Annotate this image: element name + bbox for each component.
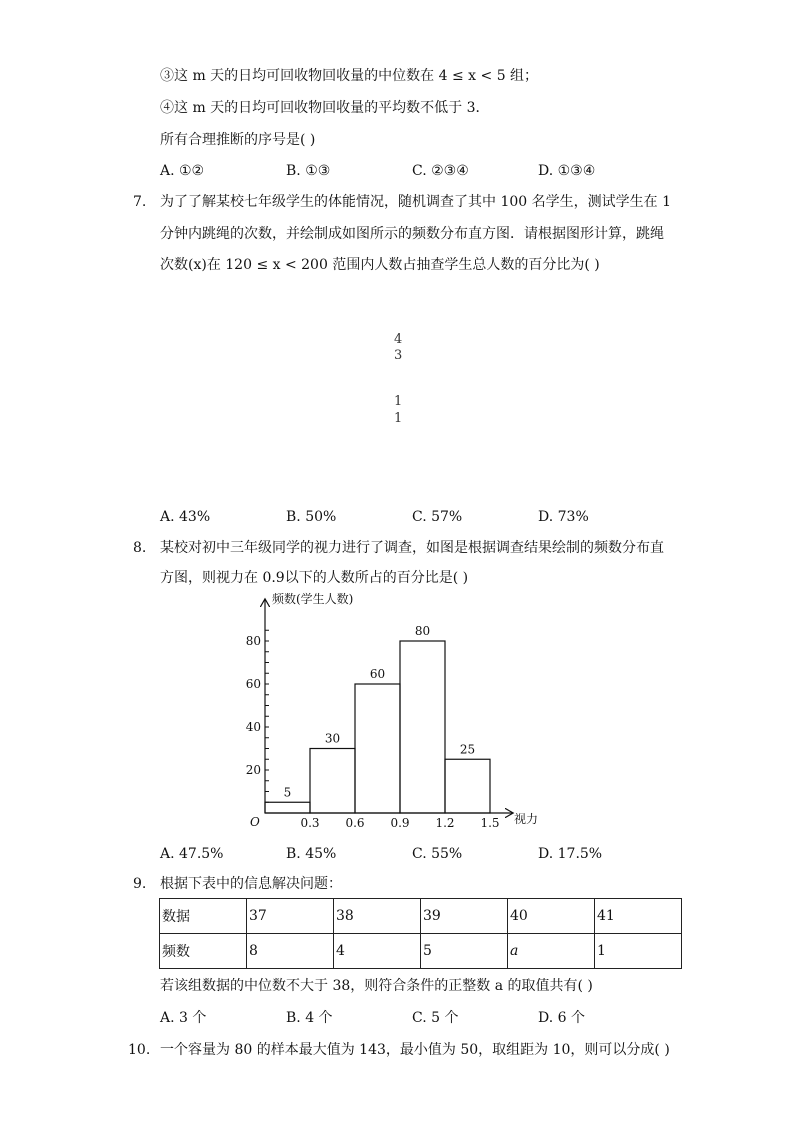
q7-fragment: 1	[394, 394, 403, 409]
q9-option-a[interactable]: A. 3 个	[160, 1010, 207, 1026]
q8-option-d[interactable]: D. 17.5%	[538, 846, 603, 862]
q8-option-a[interactable]: A. 47.5%	[160, 846, 224, 862]
bar-value-label: 80	[414, 624, 431, 638]
x-tick-label: 1.5	[480, 816, 500, 830]
q7-fragment: 1	[394, 411, 403, 426]
x-tick-label: 1.2	[435, 816, 455, 830]
bar-value-label: 25	[459, 742, 476, 757]
q8-line-2: 方图，则视力在 0.9以下的人数所占的百分比是( )	[160, 570, 469, 586]
y-tick-label: 40	[245, 720, 261, 734]
q8-option-b[interactable]: B. 45%	[286, 846, 337, 862]
histogram-bar	[310, 749, 355, 814]
q6-option-d[interactable]: D. ①③④	[538, 163, 596, 179]
q7-option-a[interactable]: A. 43%	[160, 509, 211, 525]
q6-option-b[interactable]: B. ①③	[286, 163, 331, 179]
table-cell: 5	[421, 934, 508, 969]
table-cell: 1	[595, 934, 682, 969]
table-cell: 37	[247, 899, 334, 934]
origin-label: O	[250, 815, 260, 829]
q10-text: 一个容量为 80 的样本最大值为 143，最小值为 50，取组距为 10，则可以分成( )	[160, 1042, 670, 1058]
table-row	[160, 934, 682, 969]
q9-intro: 根据下表中的信息解决问题：	[160, 876, 342, 892]
bar-value-label: 60	[369, 667, 386, 681]
table-cell: 38	[334, 899, 421, 934]
table-cell: 数据	[160, 899, 247, 934]
q10-number: 10.	[128, 1042, 151, 1058]
q7-line-3: 次数(x)在 120 ≤ x < 200 范围内人数占抽查学生总人数的百分比为( )	[160, 257, 600, 273]
q7-option-c[interactable]: C. 57%	[412, 509, 463, 525]
q8-number: 8.	[133, 540, 147, 556]
q7-line-1: 为了了解某校七年级学生的体能情况，随机调查了其中 100 名学生，测试学生在 1	[160, 194, 671, 210]
q7-number: 7.	[133, 194, 147, 210]
x-axis-label: 视力	[514, 812, 539, 826]
y-axis-label: 频数(学生人数)	[272, 592, 354, 606]
q7-fragment: 4	[394, 332, 403, 347]
q9-option-d[interactable]: D. 6 个	[538, 1010, 585, 1026]
x-tick-label: 0.3	[300, 816, 320, 830]
q6-prompt: 所有合理推断的序号是( )	[160, 132, 316, 148]
histogram-bar	[445, 759, 490, 813]
x-tick-label: 0.6	[345, 816, 365, 830]
q9-number: 9.	[133, 876, 147, 892]
y-tick-label: 20	[245, 763, 261, 777]
q7-option-d[interactable]: D. 73%	[538, 509, 589, 525]
q8-line-1: 某校对初中三年级同学的视力进行了调查，如图是根据调查结果绘制的频数分布直	[160, 540, 664, 556]
table-cell: 4	[334, 934, 421, 969]
table-cell: 39	[421, 899, 508, 934]
q9-option-c[interactable]: C. 5 个	[412, 1010, 459, 1026]
q7-option-b[interactable]: B. 50%	[286, 509, 337, 525]
table-cell: 41	[595, 899, 682, 934]
q9-question: 若该组数据的中位数不大于 38，则符合条件的正整数 a 的取值共有( )	[160, 978, 593, 994]
histogram-bar	[265, 802, 310, 813]
q6-option-c[interactable]: C. ②③④	[412, 163, 469, 179]
x-tick-label: 0.9	[390, 816, 410, 830]
table-cell: 频数	[160, 934, 247, 969]
q6-option-a[interactable]: A. ①②	[160, 163, 205, 179]
y-tick-label: 80	[245, 634, 261, 648]
q9-data-table	[159, 898, 682, 969]
y-tick-label: 60	[245, 677, 261, 691]
bar-value-label: 5	[283, 785, 292, 800]
q7-fragment: 3	[394, 348, 403, 363]
q9-option-b[interactable]: B. 4 个	[286, 1010, 333, 1026]
q7-line-2: 分钟内跳绳的次数，并绘制成如图所示的频数分布直方图．请根据图形计算，跳绳	[160, 226, 664, 242]
histogram-bar	[355, 684, 400, 813]
q8-option-c[interactable]: C. 55%	[412, 846, 463, 862]
q6-statement-4: ④这 m 天的日均可回收物回收量的平均数不低于 3．	[160, 100, 490, 116]
table-cell: a	[508, 934, 595, 969]
table-row	[160, 899, 682, 934]
histogram-bar	[400, 641, 445, 813]
table-cell: 8	[247, 934, 334, 969]
bar-value-label: 30	[324, 731, 341, 746]
q6-statement-3: ③这 m 天的日均可回收物回收量的中位数在 4 ≤ x < 5 组；	[160, 68, 539, 84]
table-cell: 40	[508, 899, 595, 934]
